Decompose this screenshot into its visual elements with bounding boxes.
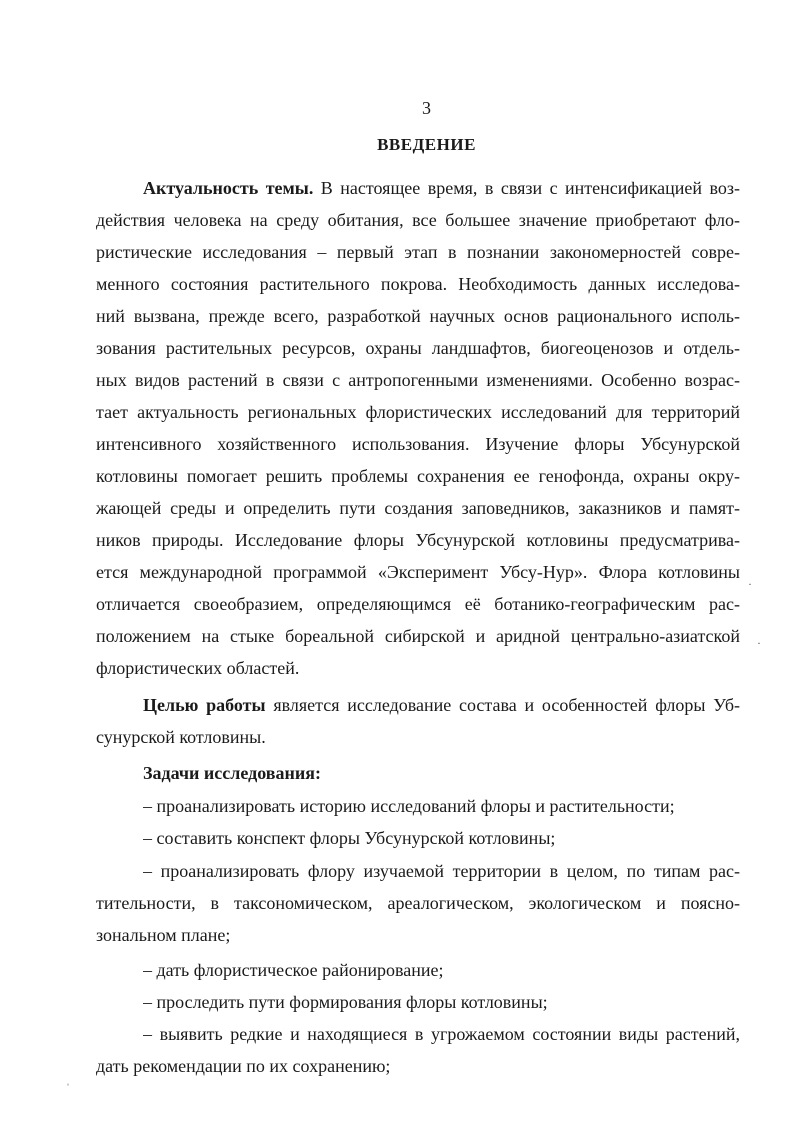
- relevance-line: интенсивного хозяйственного использования. Изучение флоры Убсунурской: [96, 434, 740, 454]
- tasks-heading: Задачи исследования:: [143, 763, 321, 783]
- relevance-line: зования растительных ресурсов, охраны ландшафтов, биогеоценозов и отдель-: [96, 338, 740, 358]
- relevance-line: [143, 173, 740, 203]
- relevance-line: ников природы. Исследование флоры Убсунурской котловины предусматрива-: [96, 530, 740, 550]
- goal-line: сунурской котловины.: [96, 727, 266, 747]
- relevance-line: ний вызвана, прежде всего, разработкой научных основ рационального исполь-: [96, 306, 740, 326]
- scan-speck: ˌ: [66, 1072, 70, 1086]
- relevance-line: ристические исследования – первый этап в познании закономерностей совре-: [96, 242, 740, 262]
- goal-label: Целью работы: [143, 695, 266, 715]
- relevance-line: ных видов растений в связи с антропогенными изменениями. Особенно возрас-: [96, 370, 740, 390]
- relevance-line: отличается своеобразием, определяющимся её ботанико-географическим рас-: [96, 594, 740, 614]
- task-item: дать рекомендации по их сохранению;: [96, 1056, 391, 1076]
- task-item: – составить конспект флоры Убсунурской котловины;: [143, 828, 556, 848]
- task-item: зональном плане;: [96, 925, 231, 945]
- page-number: 3: [422, 98, 431, 118]
- relevance-line: менного состояния растительного покрова. Необходимость данных исследова-: [96, 274, 740, 294]
- section-heading: ВВЕДЕНИЕ: [377, 135, 476, 154]
- relevance-line: флористических областей.: [96, 658, 300, 678]
- goal-text: является исследование состава и особенностей флоры Уб-: [265, 695, 740, 715]
- relevance-line: положением на стыке бореальной сибирской и аридной центрально-азиатской: [96, 626, 740, 646]
- task-item: – проанализировать флору изучаемой территории в целом, по типам рас-: [143, 861, 740, 881]
- goal-line: [143, 690, 740, 720]
- relevance-label: Актуальность темы.: [143, 178, 314, 198]
- scan-speck: ·: [748, 577, 752, 591]
- relevance-line: ется международной программой «Эксперимент Убсу-Нур». Флора котловины: [96, 562, 740, 582]
- relevance-line: котловины помогает решить проблемы сохранения ее генофонда, охраны окру-: [96, 466, 740, 486]
- relevance-text: В настоящее время, в связи с интенсификацией воз-: [313, 178, 740, 198]
- task-item: – проанализировать историю исследований флоры и растительности;: [143, 796, 675, 816]
- scan-speck: ·: [757, 636, 761, 650]
- relevance-line: действия человека на среду обитания, все большее значение приобретают фло-: [96, 210, 740, 230]
- relevance-line: жающей среды и определить пути создания заповедников, заказников и памят-: [96, 498, 740, 518]
- task-item: – проследить пути формирования флоры котловины;: [143, 992, 548, 1012]
- task-item: – выявить редкие и находящиеся в угрожаемом состоянии виды растений,: [143, 1024, 740, 1044]
- task-item: – дать флористическое районирование;: [143, 960, 444, 980]
- task-item: тительности, в таксономическом, ареалогическом, экологическом и поясно-: [96, 893, 740, 913]
- relevance-line: тает актуальность региональных флористических исследований для территорий: [96, 402, 740, 422]
